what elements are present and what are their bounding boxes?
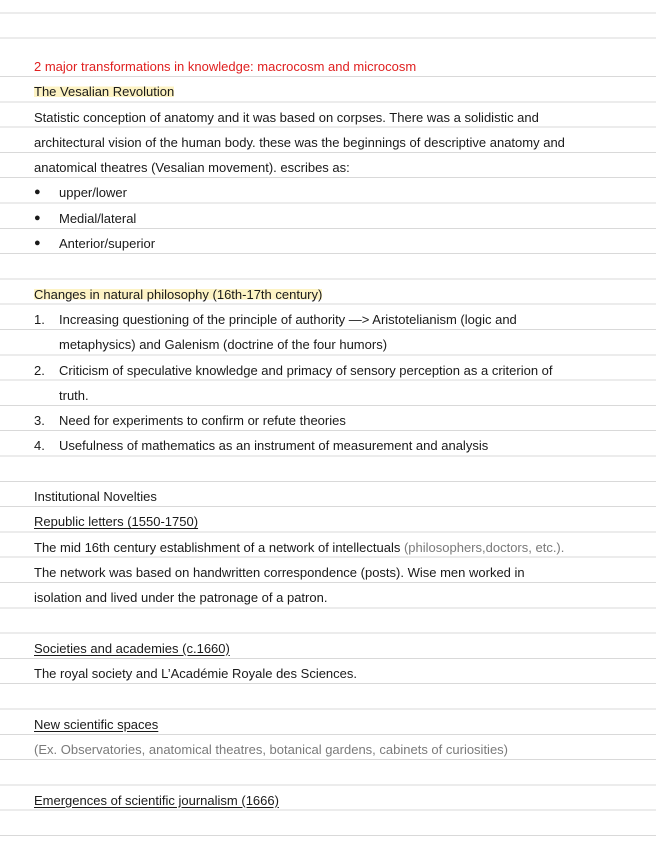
blank-line <box>0 256 656 281</box>
journalism-heading: Emergences of scientific journalism (1666) <box>34 792 279 808</box>
vesalian-heading-line <box>0 79 656 104</box>
item-text: Increasing questioning of the principle of authority —> Aristotelianism (logic and <box>59 311 517 327</box>
vesalian-text-line-3: anatomical theatres (Vesalian movement). escribes as: <box>34 160 350 176</box>
republic-heading-line <box>0 509 656 534</box>
bullet-text: Anterior/superior <box>59 236 156 252</box>
item-number: 2. <box>34 362 45 378</box>
numbered-item <box>0 408 656 433</box>
item-text: Usefulness of mathematics as an instrument of measurement and analysis <box>59 438 489 454</box>
item-number: 4. <box>34 438 45 454</box>
blank-line <box>0 762 656 787</box>
republic-text-line-3: isolation and lived under the patronage of a patron. <box>34 590 328 606</box>
note-page <box>0 54 656 813</box>
bullet-item <box>0 180 656 205</box>
republic-text-line-2: The network was based on handwritten correspondence (posts). Wise men worked in <box>34 564 525 580</box>
blank-line <box>0 459 656 484</box>
vesalian-text-line-2: architectural vision of the human body. these was the beginnings of descriptive anatomy and <box>34 134 565 150</box>
numbered-item <box>0 307 656 332</box>
spaces-text-line: (Ex. Observatories, anatomical theatres, botanical gardens, cabinets of curiosities) <box>34 742 509 758</box>
republic-heading: Republic letters (1550-1750) <box>34 514 199 530</box>
item-text: Need for experiments to confirm or refute theories <box>59 413 346 429</box>
title-line <box>0 54 656 79</box>
republic-text-main: The mid 16th century establishment of a network of intellectuals <box>34 539 404 555</box>
journalism-heading-line <box>0 788 656 813</box>
bullet-item <box>0 231 656 256</box>
bullet-icon: ● <box>34 237 41 250</box>
philosophy-heading-line <box>0 282 656 307</box>
philosophy-heading: Changes in natural philosophy (16th-17th century) <box>34 286 323 302</box>
bullet-text: upper/lower <box>59 185 127 201</box>
bullet-item <box>0 206 656 231</box>
page-title: 2 major transformations in knowledge: macrocosm and microcosm <box>34 59 417 74</box>
vesalian-text-line-1: Statistic conception of anatomy and it was based on corpses. There was a solidistic and <box>34 109 539 125</box>
numbered-item-continuation: metaphysics) and Galenism (doctrine of the four humors) <box>59 337 388 353</box>
spaces-heading-line <box>0 712 656 737</box>
numbered-item-continuation: truth. <box>59 387 89 403</box>
societies-heading-line <box>0 636 656 661</box>
item-text: Criticism of speculative knowledge and primacy of sensory perception as a criterion of <box>59 362 553 378</box>
republic-text-line-1 <box>0 535 656 560</box>
item-number: 3. <box>34 413 45 429</box>
societies-text-line: The royal society and L’Académie Royale des Sciences. <box>34 666 358 682</box>
societies-heading: Societies and academies (c.1660) <box>34 640 230 656</box>
republic-text-aside: (philosophers,doctors, etc.). <box>403 539 565 555</box>
item-number: 1. <box>34 311 45 327</box>
spaces-heading: New scientific spaces <box>34 716 159 732</box>
bullet-icon: ● <box>34 186 41 199</box>
bullet-icon: ● <box>34 211 41 224</box>
institutional-heading: Institutional Novelties <box>34 489 157 505</box>
vesalian-heading: The Vesalian Revolution <box>34 84 175 100</box>
blank-line <box>0 686 656 711</box>
bullet-text: Medial/lateral <box>59 210 137 226</box>
numbered-item <box>0 358 656 383</box>
blank-line <box>0 611 656 636</box>
numbered-item <box>0 433 656 458</box>
